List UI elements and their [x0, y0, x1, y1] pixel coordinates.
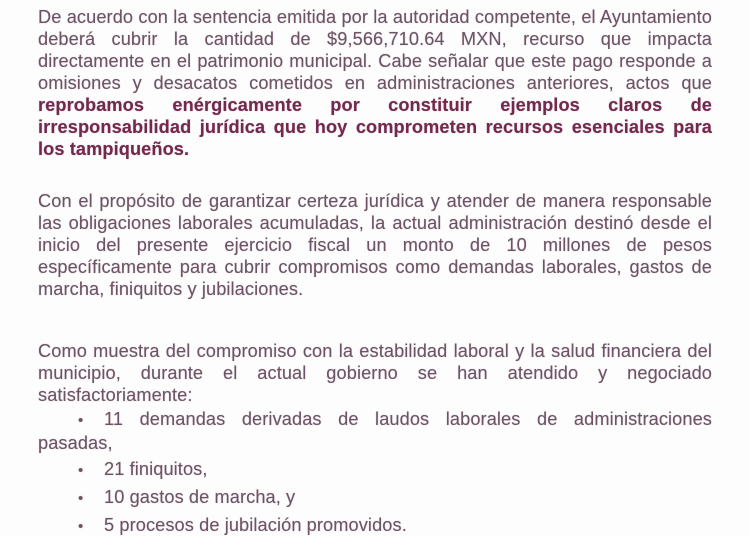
bullet-text-finiquitos: 21 finiquitos,: [104, 459, 208, 479]
list-item: [38, 458, 712, 482]
paragraph-sentencia-normal-text: De acuerdo con la sentencia emitida por la autoridad competente, el Ayuntamiento deberá cubrir la cantidad de $9,566,710.64 MXN, recurso que impacta directamente en el patrimonio municipal. Cabe señalar que este pago responde a omisiones y desacatos cometidos en administraciones anteriores, actos que: [38, 7, 712, 93]
bullet-text-demandas: 11 demandas derivadas de laudos laborales de administraciones pasadas,: [38, 409, 712, 453]
paragraph-proposito: Con el propósito de garantizar certeza jurídica y atender de manera responsable las obligaciones laborales acumuladas, la actual administración destinó desde el inicio del presente ejercicio fiscal un monto de 10 millones de pesos específicamente para cubrir compromisos como demandas laborales, gastos de marcha, finiquitos y jubilaciones.: [38, 191, 712, 299]
bullet-icon: •: [78, 518, 84, 535]
document-body: [38, 6, 712, 536]
paragraph-sentencia-bold-text: reprobamos enérgicamente por constituir ejemplos claros de irresponsabilidad jurídica que hoy comprometen recursos esenciales para los tampiqueños.: [38, 95, 712, 159]
bullet-text-gastos: 10 gastos de marcha, y: [104, 487, 296, 507]
list-item: [38, 514, 712, 536]
bullet-icon: •: [78, 412, 84, 429]
paragraph-compromiso: Como muestra del compromiso con la estabilidad laboral y la salud financiera del municipio, durante el actual gobierno se han atendido y negociado satisfactoriamente:: [38, 341, 712, 405]
bullet-text-jubilacion: 5 procesos de jubilación promovidos.: [104, 515, 407, 535]
list-item: [38, 486, 712, 510]
paragraph-sentencia: [38, 6, 712, 160]
bullet-icon: •: [78, 462, 84, 479]
bullet-list: [38, 408, 712, 536]
list-item: [38, 408, 712, 454]
bullet-icon: •: [78, 490, 84, 507]
